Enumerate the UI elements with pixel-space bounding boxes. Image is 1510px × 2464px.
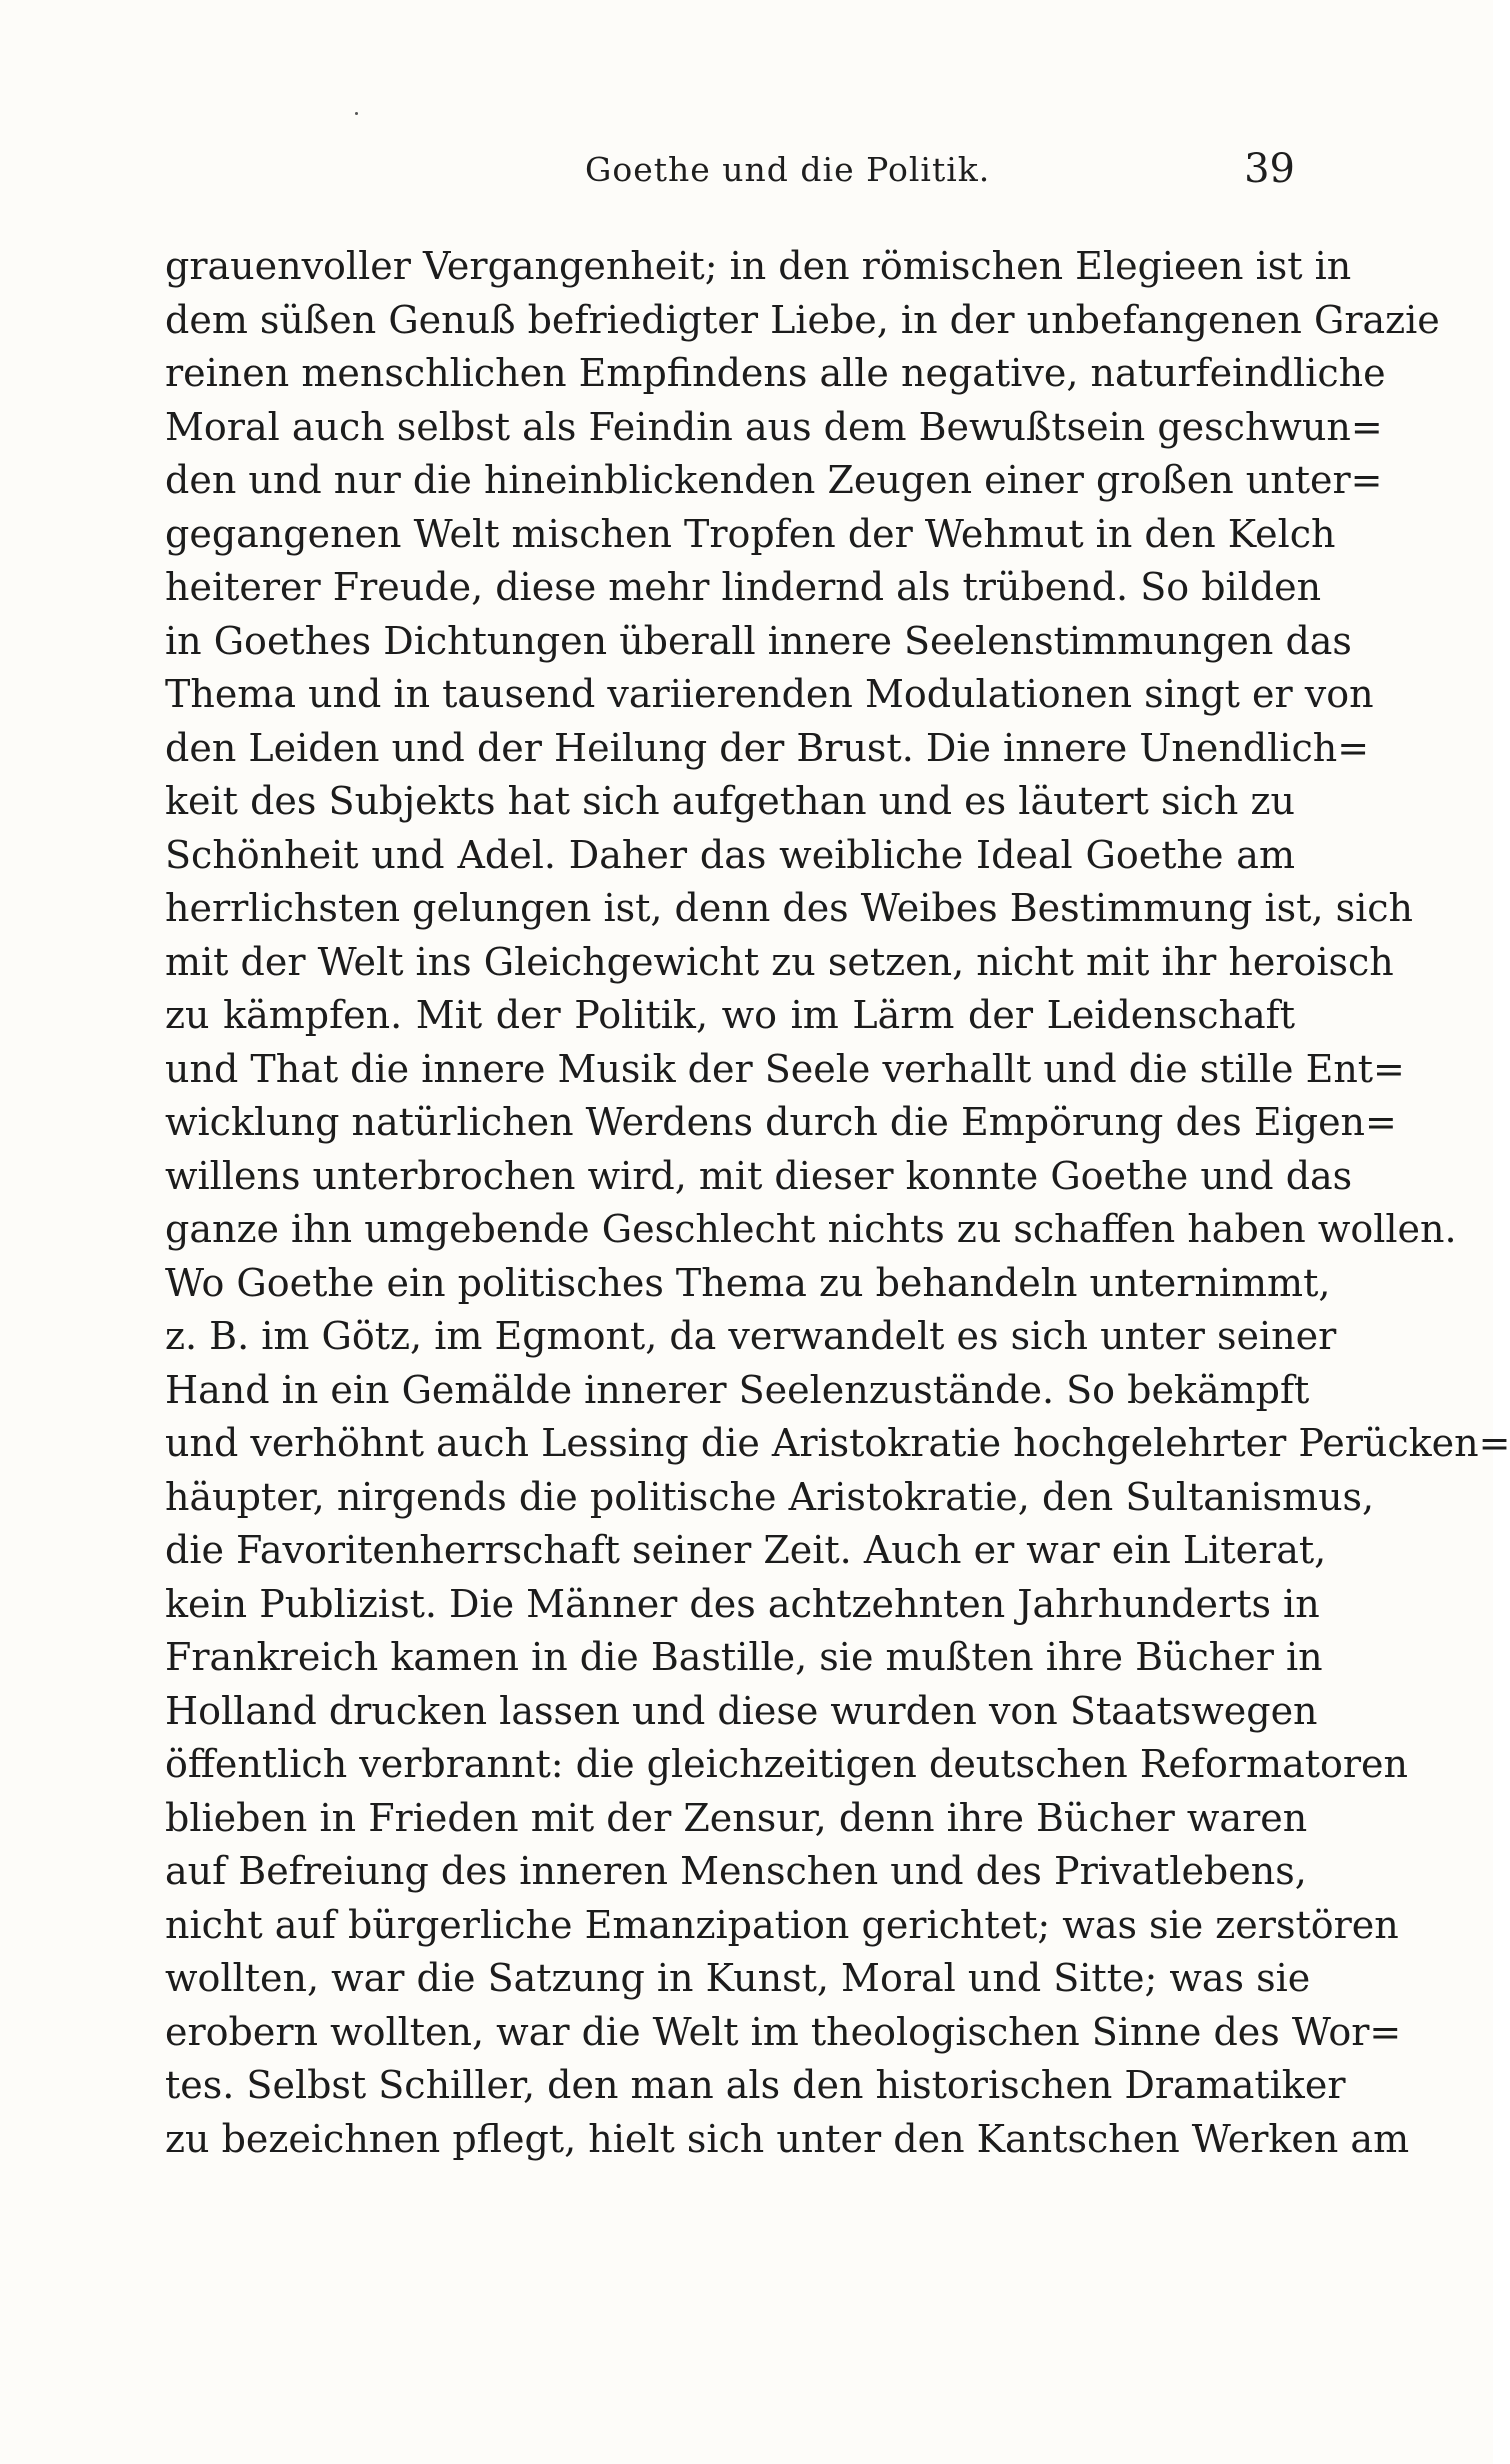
text-line: ganze ihn umgebende Geschlecht nichts zu schaffen haben wollen. (165, 1207, 1457, 1251)
text-line: und That die innere Musik der Seele verhallt und die stille Ent= (165, 1046, 1405, 1091)
text-line: den und nur die hineinblickenden Zeugen einer großen unter= (165, 458, 1383, 502)
text-line: zu kämpfen. Mit der Politik, wo im Lärm der Leidenschaft (165, 993, 1295, 1037)
text-line: nicht auf bürgerliche Emanzipation gerichtet; was sie zerstören (165, 1902, 1399, 1947)
page-number: 39 (1244, 146, 1295, 192)
text-line: Holland drucken lassen und diese wurden von Staatswegen (165, 1688, 1318, 1733)
text-line: grauenvoller Vergangenheit; in den römischen Elegieen ist in (165, 244, 1352, 288)
text-line: öffentlich verbrannt: die gleichzeitigen deutschen Reformatoren (165, 1742, 1409, 1786)
text-line: gegangenen Welt mischen Tropfen der Wehmut in den Kelch (165, 511, 1336, 556)
running-title: Goethe und die Politik. (585, 150, 991, 189)
text-line: den Leiden und der Heilung der Brust. Die innere Unendlich= (165, 725, 1370, 770)
text-line: wicklung natürlichen Werdens durch die Empörung des Eigen= (165, 1100, 1397, 1144)
text-line: dem süßen Genuß befriedigter Liebe, in der unbefangenen Grazie (165, 297, 1440, 342)
text-line: Moral auch selbst als Feindin aus dem Bewußtsein geschwun= (165, 404, 1383, 449)
text-line: erobern wollten, war die Welt im theologischen Sinne des Wor= (165, 2009, 1402, 2054)
text-line: und verhöhnt auch Lessing die Aristokratie hochgelehrter Perücken= (165, 1421, 1510, 1465)
text-line: Frankreich kamen in die Bastille, sie mußten ihre Bücher in (165, 1635, 1323, 1679)
text-line: häupter, nirgends die politische Aristokratie, den Sultanismus, (165, 1474, 1375, 1519)
text-line: willens unterbrochen wird, mit dieser konnte Goethe und das (165, 1153, 1353, 1198)
running-header (565, 146, 1295, 210)
text-line: Schönheit und Adel. Daher das weibliche Ideal Goethe am (165, 832, 1295, 877)
text-line: wollten, war die Satzung in Kunst, Moral und Sitte; was sie (165, 1956, 1311, 2000)
text-line: Thema und in tausend variierenden Modulationen singt er von (165, 672, 1374, 716)
text-line: die Favoritenherrschaft seiner Zeit. Auch er war ein Literat, (165, 1528, 1327, 1572)
text-line: tes. Selbst Schiller, den man als den historischen Dramatiker (165, 2063, 1346, 2107)
text-line: Hand in ein Gemälde innerer Seelenzustände. So bekämpft (165, 1367, 1310, 1412)
body-text (165, 240, 1510, 2200)
text-line: mit der Welt ins Gleichgewicht zu setzen, nicht mit ihr heroisch (165, 939, 1394, 984)
text-line: keit des Subjekts hat sich aufgethan und es läutert sich zu (165, 779, 1295, 823)
text-line: auf Befreiung des inneren Menschen und des Privatlebens, (165, 1849, 1307, 1893)
text-line: zu bezeichnen pflegt, hielt sich unter den Kantschen Werken am (165, 2116, 1410, 2161)
text-line: heiterer Freude, diese mehr lindernd als trübend. So bilden (165, 565, 1322, 609)
text-line: kein Publizist. Die Männer des achtzehnten Jahrhunderts in (165, 1581, 1320, 1626)
text-line: herrlichsten gelungen ist, denn des Weibes Bestimmung ist, sich (165, 886, 1414, 930)
paper-speck (355, 112, 358, 115)
text-line: Wo Goethe ein politisches Thema zu behandeln unternimmt, (165, 1260, 1331, 1305)
text-line: z. B. im Götz, im Egmont, da verwandelt es sich unter seiner (165, 1314, 1337, 1358)
text-line: reinen menschlichen Empfindens alle negative, naturfeindliche (165, 351, 1386, 395)
text-line: in Goethes Dichtungen überall innere Seelenstimmungen das (165, 618, 1352, 663)
text-line: blieben in Frieden mit der Zensur, denn ihre Bücher waren (165, 1795, 1308, 1840)
